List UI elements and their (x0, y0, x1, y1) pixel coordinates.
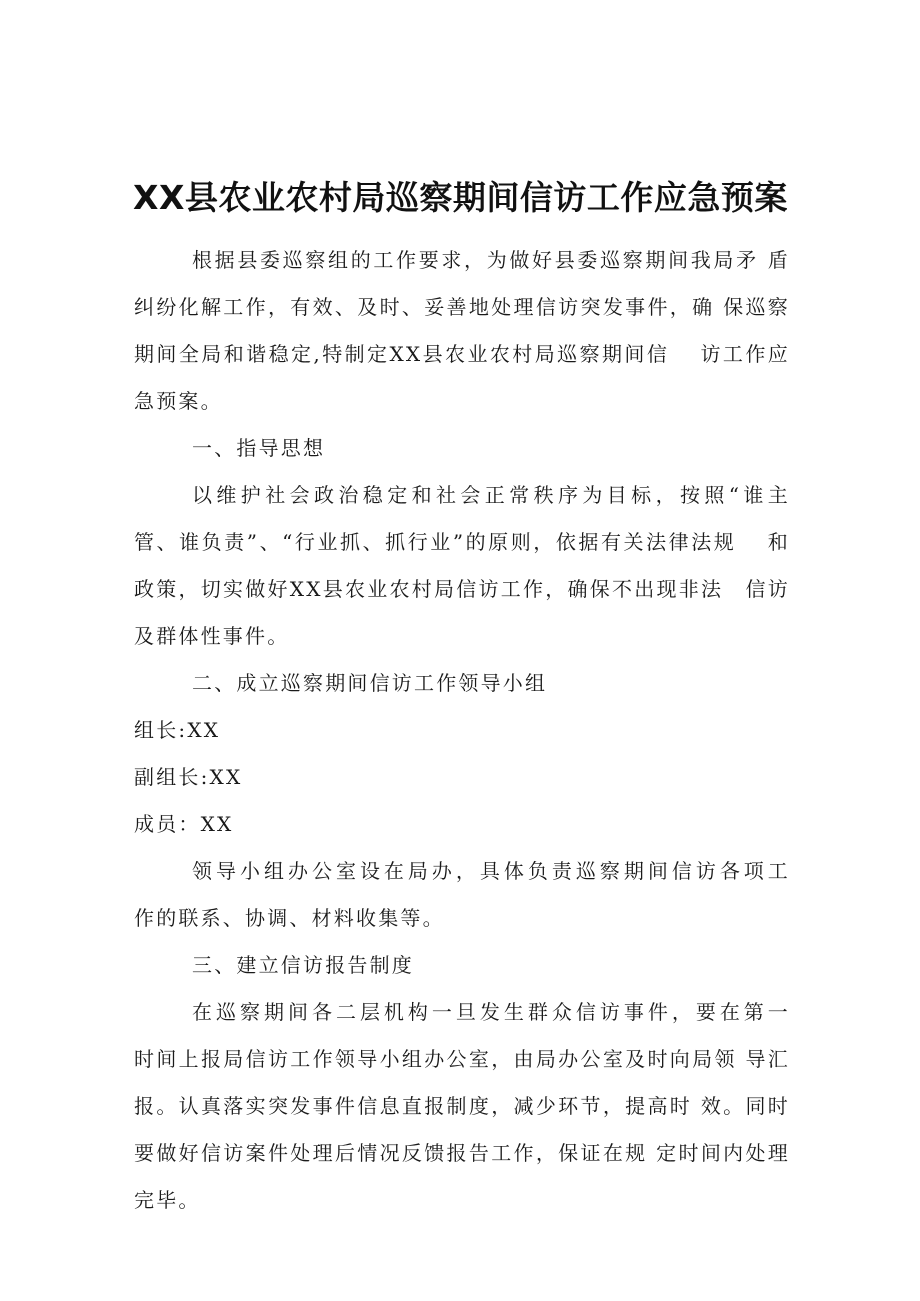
member-deputy-leader: 副组长:XX (134, 765, 243, 789)
section-heading-reporting-system: 三、建立信访报告制度 (192, 953, 414, 977)
member-members: 成员：XX (134, 812, 234, 836)
section-heading-leadership-group: 二、成立巡察期间信访工作领导小组 (192, 671, 548, 695)
document-title: XX县农业农村局巡察期间信访工作应急预案 (133, 178, 788, 217)
document-body (134, 237, 813, 1224)
section-paragraph: 以维护社会政治稳定和社会正常秩序为目标，按照“谁主 管、谁负责”、“行业抓、抓行业”的原则，依据有关法律法规 和政策，切实做好XX县农业农村局信访工作，确保不出现非法 信访及群体性事件。 (134, 483, 790, 648)
member-group-leader: 组长:XX (134, 718, 221, 742)
intro-paragraph: 根据县委巡察组的工作要求，为做好县委巡察期间我局矛 盾纠纷化解工作，有效、及时、妥善地处理信访突发事件，确 保巡察期间全局和谐稳定,特制定XX县农业农村局巡察期间信 访工作应急预案。 (134, 248, 790, 413)
section-heading-guiding-ideology: 一、指导思想 (192, 436, 326, 460)
section-paragraph: 领导小组办公室设在局办，具体负责巡察期间信访各项工 作的联系、协调、材料收集等。 (134, 859, 813, 930)
section-paragraph: 在巡察期间各二层机构一旦发生群众信访事件，要在第一 时间上报局信访工作领导小组办公室，由局办公室及时向局领 导汇报。认真落实突发事件信息直报制度，减少环节，提高时 效。同时要做好信访案件处理后情况反馈报告工作，保证在规 定时间内处理完毕。 (134, 1000, 813, 1212)
